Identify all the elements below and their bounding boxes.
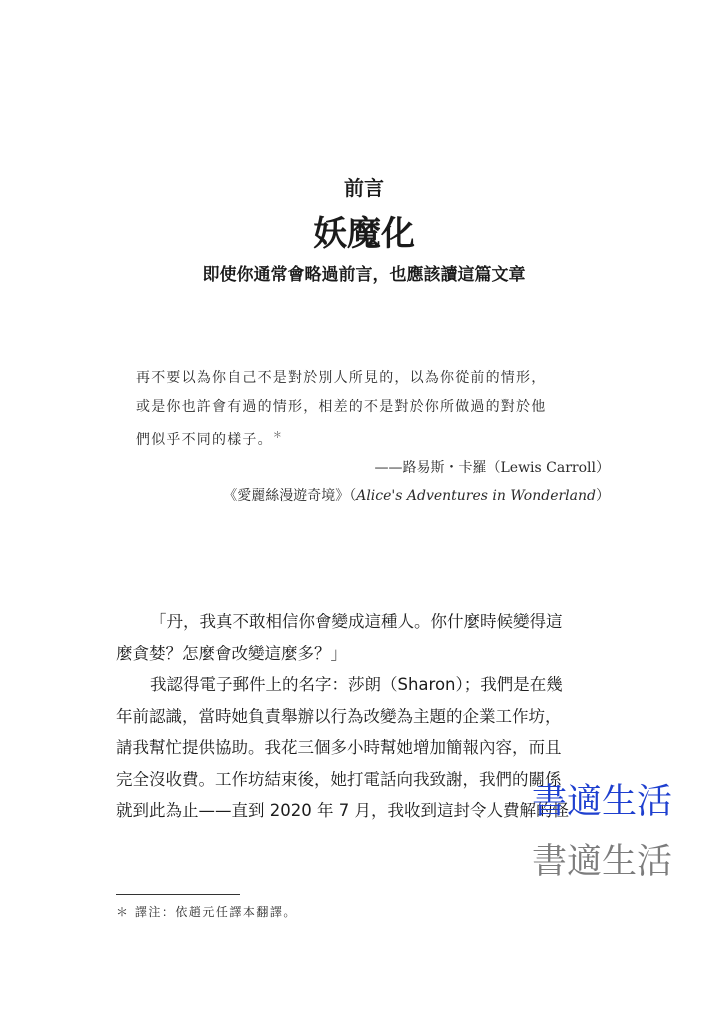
watermark-secondary: 書適生活 — [532, 842, 673, 882]
watermark-primary: 書適生活 — [532, 782, 673, 822]
book-title-close: ） — [596, 488, 610, 504]
footnote-marker: ＊ — [272, 431, 284, 441]
book-title-zh: 《愛麗絲漫遊奇境》（ — [223, 488, 357, 504]
body-line: 年前認識，當時她負責舉辦以行為改變為主題的企業工作坊， — [116, 706, 562, 726]
chapter-subtitle: 即使你通常會略過前言，也應該讀這篇文章 — [202, 265, 526, 285]
body-line: 我認得電子郵件上的名字：莎朗（Sharon）；我們是在幾 — [150, 675, 563, 694]
body-line: 請我幫忙提供協助。我花三個多小時幫她增加簡報內容，而且 — [116, 738, 562, 757]
footnote: ＊ 譯注：依趙元任譯本翻譯。 — [116, 905, 297, 919]
footnote-divider — [116, 894, 240, 895]
epigraph-line: 再不要以為你自己不是對於別人所見的，以為你從前的情形， — [136, 370, 547, 386]
epigraph-author: ——路易斯・卡羅（Lewis Carroll） — [374, 460, 610, 476]
epigraph-line — [136, 422, 636, 455]
body-line: 「丹，我真不敢相信你會變成這種人。你什麼時候變得這 — [150, 612, 563, 631]
epigraph-source — [223, 485, 610, 505]
epigraph-quote — [136, 364, 636, 455]
chapter-title: 妖魔化 — [313, 214, 415, 254]
book-title-en: Alice's Adventures in Wonderland — [356, 488, 596, 504]
chapter-label: 前言 — [344, 176, 384, 200]
body-line: 麼貪婪？怎麼會改變這麼多？」 — [116, 643, 347, 663]
epigraph-line-text: 們似乎不同的樣子。 — [136, 432, 273, 448]
body-line: 完全沒收費。工作坊結束後，她打電話向我致謝，我們的關係 — [116, 769, 562, 789]
body-line: 就到此為止——直到 2020 年 7 月，我收到這封令人費解的怪 — [116, 801, 569, 820]
epigraph-line: 或是你也許會有過的情形，相差的不是對於你所做過的對於他 — [136, 399, 547, 415]
